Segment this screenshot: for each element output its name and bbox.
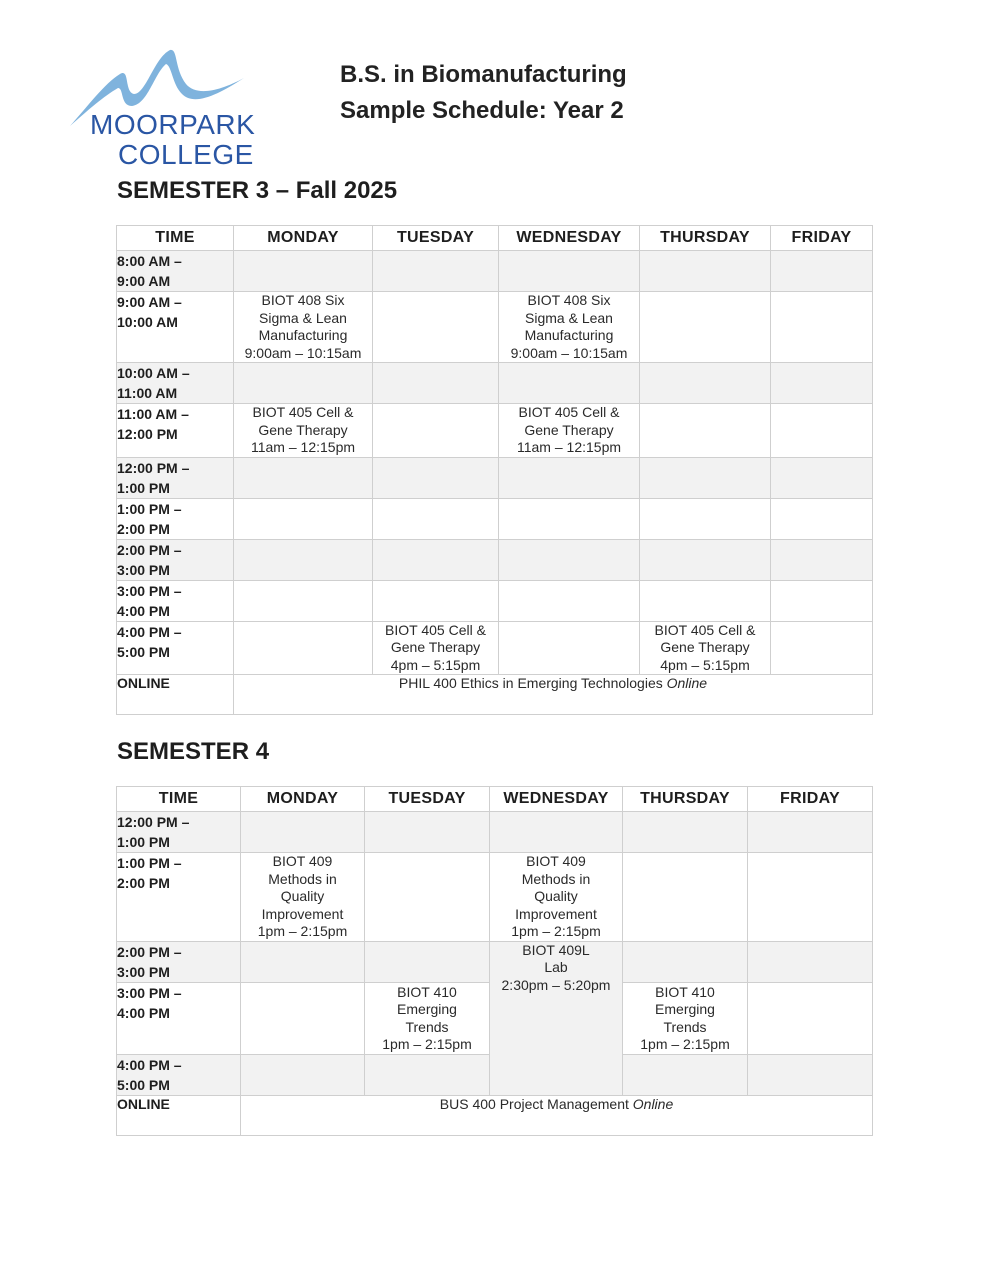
course-biot-408-monday: BIOT 408 Six Sigma & Lean Manufacturing 9:00am – 10:15am (234, 292, 373, 363)
header-monday: MONDAY (234, 226, 373, 251)
header-time: TIME (117, 226, 234, 251)
time-slot: 2:00 PM – 3:00 PM (117, 941, 241, 982)
semester-3-schedule-table (116, 225, 873, 715)
time-slot: 4:00 PM – 5:00 PM (117, 621, 234, 675)
time-slot: 3:00 PM – 4:00 PM (117, 580, 234, 621)
course-biot-409-monday: BIOT 409 Methods in Quality Improvement 1pm – 2:15pm (241, 853, 365, 942)
title-line-schedule: Sample Schedule: Year 2 (340, 97, 624, 124)
header-row (117, 226, 873, 251)
course-biot-405-thursday: BIOT 405 Cell & Gene Therapy 4pm – 5:15pm (640, 621, 771, 675)
table-row (117, 363, 873, 404)
course-biot-405-monday: BIOT 405 Cell & Gene Therapy 11am – 12:15pm (234, 404, 373, 458)
table-row (117, 292, 873, 363)
time-slot: 12:00 PM – 1:00 PM (117, 812, 241, 853)
table-row (117, 404, 873, 458)
semester-4-heading: SEMESTER 4 (117, 738, 270, 765)
header-friday: FRIDAY (771, 226, 873, 251)
table-row (117, 580, 873, 621)
time-slot: 9:00 AM – 10:00 AM (117, 292, 234, 363)
online-label: ONLINE (117, 1095, 241, 1135)
logo-text-moorpark: MOORPARK (90, 109, 256, 140)
online-course-phil-400: PHIL 400 Ethics in Emerging Technologies Online (234, 675, 873, 715)
online-row (117, 1095, 873, 1135)
table-row (117, 539, 873, 580)
title-line-program: B.S. in Biomanufacturing (340, 61, 627, 88)
document-title (340, 57, 627, 129)
time-slot: 4:00 PM – 5:00 PM (117, 1054, 241, 1095)
header-wednesday: WEDNESDAY (499, 226, 640, 251)
header-row (117, 787, 873, 812)
table-row (117, 853, 873, 942)
time-slot: 2:00 PM – 3:00 PM (117, 539, 234, 580)
time-slot: 3:00 PM – 4:00 PM (117, 982, 241, 1054)
table-row (117, 812, 873, 853)
course-biot-409l-lab: BIOT 409L Lab 2:30pm – 5:20pm (490, 941, 623, 1095)
course-biot-409-wednesday: BIOT 409 Methods in Quality Improvement 1pm – 2:15pm (490, 853, 623, 942)
course-biot-405-wednesday: BIOT 405 Cell & Gene Therapy 11am – 12:15pm (499, 404, 640, 458)
course-biot-410-thursday: BIOT 410 Emerging Trends 1pm – 2:15pm (623, 982, 748, 1054)
header-monday: MONDAY (241, 787, 365, 812)
online-label: ONLINE (117, 675, 234, 715)
online-course-bus-400: BUS 400 Project Management Online (241, 1095, 873, 1135)
table-row (117, 498, 873, 539)
header-tuesday: TUESDAY (373, 226, 499, 251)
course-biot-408-wednesday: BIOT 408 Six Sigma & Lean Manufacturing 9:00am – 10:15am (499, 292, 640, 363)
header-friday: FRIDAY (748, 787, 873, 812)
header-thursday: THURSDAY (640, 226, 771, 251)
time-slot: 11:00 AM – 12:00 PM (117, 404, 234, 458)
time-slot: 12:00 PM – 1:00 PM (117, 457, 234, 498)
time-slot: 1:00 PM – 2:00 PM (117, 853, 241, 942)
table-row (117, 251, 873, 292)
semester-3-heading: SEMESTER 3 – Fall 2025 (117, 177, 398, 204)
table-row (117, 457, 873, 498)
table-row (117, 941, 873, 982)
moorpark-college-logo (66, 44, 276, 168)
course-biot-410-tuesday: BIOT 410 Emerging Trends 1pm – 2:15pm (365, 982, 490, 1054)
time-slot: 10:00 AM – 11:00 AM (117, 363, 234, 404)
logo-text-college: COLLEGE (118, 139, 254, 170)
time-slot: 8:00 AM – 9:00 AM (117, 251, 234, 292)
header-tuesday: TUESDAY (365, 787, 490, 812)
semester-4-schedule-table (116, 786, 873, 1136)
header-time: TIME (117, 787, 241, 812)
table-row (117, 621, 873, 675)
header-thursday: THURSDAY (623, 787, 748, 812)
time-slot: 1:00 PM – 2:00 PM (117, 498, 234, 539)
header-wednesday: WEDNESDAY (490, 787, 623, 812)
online-row (117, 675, 873, 715)
course-biot-405-tuesday: BIOT 405 Cell & Gene Therapy 4pm – 5:15pm (373, 621, 499, 675)
